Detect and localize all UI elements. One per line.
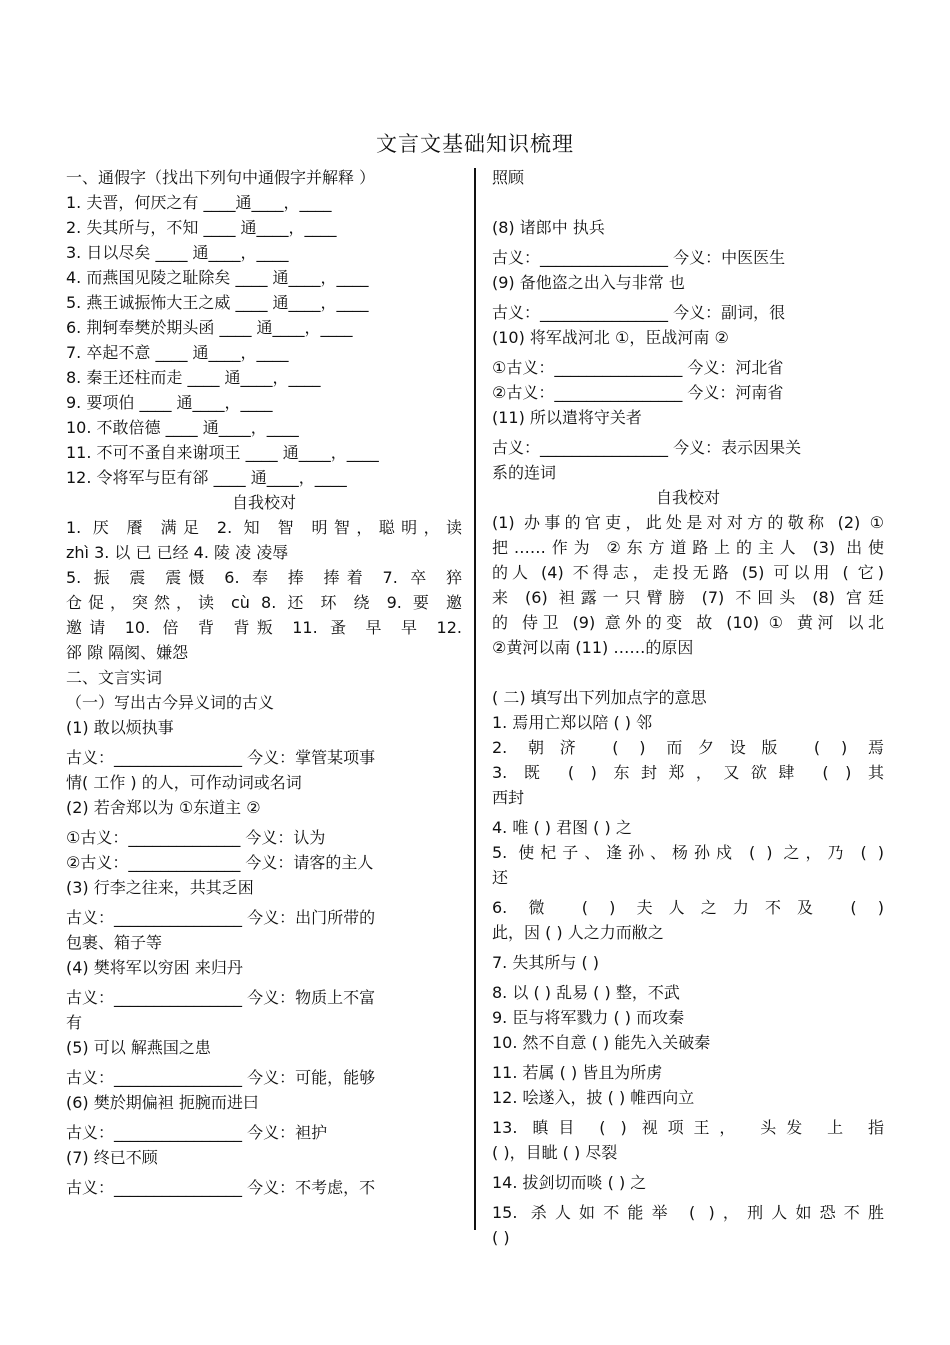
text-line: 10. 然不自意 ( ) 能先入关破秦 xyxy=(492,1033,711,1052)
text-line: 10. 不敢倍德 ____ 通____，____ xyxy=(66,418,299,437)
text-line: 西封 xyxy=(492,788,525,807)
text-line: （一）写出古今异义词的古义 xyxy=(66,693,275,712)
text-line: 还 xyxy=(492,868,509,887)
text-line: 二、文言实词 xyxy=(66,668,163,687)
text-line: 古义：________________ 今义：袒护 xyxy=(66,1123,328,1142)
text-line: 的人 (4) 不得志，走投无路 (5) 可以用 ( 它) xyxy=(492,563,884,582)
text-line: ( )，目眦 ( ) 尽裂 xyxy=(492,1143,618,1162)
text-line: ①古义：______________ 今义：认为 xyxy=(66,828,326,847)
blank-line xyxy=(492,190,884,215)
text-line: 仓促，突然，读 cù 8. 还 环 绕 9. 要 邀 xyxy=(66,593,462,612)
text-line: 5. 振 震 震慑 6. 奉 捧 捧着 7. 卒 猝 xyxy=(66,568,462,587)
text-line: 2. 失其所与，不知 ____ 通____，____ xyxy=(66,218,337,237)
text-line: 3. 既 ( ) 东封郑，又欲肆 ( ) 其 xyxy=(492,763,884,782)
text-line: 来 (6) 袒露一只臂膀 (7) 不回头 (8) 宫廷 xyxy=(492,588,884,607)
text-line: (10) 将军战河北 ①，臣战河南 ② xyxy=(492,328,729,347)
text-line: 古义：________________ 今义：不考虑，不 xyxy=(66,1178,376,1197)
text-line: 11. 不可不蚤自来谢项王 ____ 通____，____ xyxy=(66,443,379,462)
column-divider xyxy=(474,168,476,1230)
text-line: 1. 焉用亡郑以陪 ( ) 邻 xyxy=(492,713,653,732)
text-line: ( 二) 填写出下列加点字的意思 xyxy=(492,688,707,707)
text-line: (3) 行李之往来，共其乏困 xyxy=(66,878,254,897)
text-line: 3. 日以尽矣 ____ 通____，____ xyxy=(66,243,289,262)
text-line: 14. 拔剑切而啖 ( ) 之 xyxy=(492,1173,647,1192)
text-line: 8. 以 ( ) 乱易 ( ) 整，不武 xyxy=(492,983,680,1002)
text-line: 4. 唯 ( ) 君图 ( ) 之 xyxy=(492,818,632,837)
text-line: 的 侍卫 (9) 意外的变 故 (10) ① 黄河 以北 xyxy=(492,613,884,632)
text-line: ②古义：________________ 今义：河南省 xyxy=(492,383,784,402)
text-line: 有 xyxy=(66,1013,83,1032)
text-line: (9) 备他盗之出入与非常 也 xyxy=(492,273,685,292)
text-line: (1) 敢以烦执事 xyxy=(66,718,174,737)
text-line: 照顾 xyxy=(492,168,525,187)
text-line: 4. 而燕国见陵之耻除矣 ____ 通____，____ xyxy=(66,268,369,287)
text-line: (2) 若舍郑以为 ①东道主 ② xyxy=(66,798,261,817)
text-line: 6. 荆轲奉樊於期头函 ____ 通____，____ xyxy=(66,318,353,337)
text-line: 包裹、箱子等 xyxy=(66,933,163,952)
page-title: 文言文基础知识梳理 xyxy=(376,132,574,156)
text-line: 11. 若属 ( ) 皆且为所虏 xyxy=(492,1063,663,1082)
text-line: 古义：________________ 今义：表示因果关 xyxy=(492,438,802,457)
text-line: 古义：________________ 今义：出门所带的 xyxy=(66,908,376,927)
text-line: (7) 终已不顾 xyxy=(66,1148,158,1167)
text-line: 情( 工作 ) 的人，可作动词或名词 xyxy=(66,773,302,792)
text-line: 古义：________________ 今义：中医医生 xyxy=(492,248,786,267)
text-line: (6) 樊於期偏袒 扼腕而进曰 xyxy=(66,1093,259,1112)
text-line: (8) 诸郎中 执兵 xyxy=(492,218,605,237)
text-line: 此，因 ( ) 人之力而敝之 xyxy=(492,923,664,942)
text-line: ②黄河以南 (11) ……的原因 xyxy=(492,638,694,657)
text-line: 一、通假字（找出下列句中通假字并解释 ） xyxy=(66,168,376,187)
text-line: 古义：________________ 今义：可能，能够 xyxy=(66,1068,376,1087)
right-column xyxy=(492,165,884,1250)
text-line: ( ) xyxy=(492,1228,510,1247)
text-line: 2. 朝济 ( ) 而夕设版 ( ) 焉 xyxy=(492,738,884,757)
text-line: (5) 可以 解燕国之患 xyxy=(66,1038,211,1057)
blank-line xyxy=(492,660,884,685)
text-line: 5. 使杞子、逢孙、杨孙戍 ( ) 之，乃 ( ) xyxy=(492,843,884,862)
text-line: 8. 秦王还柱而走 ____ 通____，____ xyxy=(66,368,321,387)
text-line: 把……作为 ②东方道路上的主人 (3) 出使 xyxy=(492,538,884,557)
text-line: (4) 樊将军以穷困 来归丹 xyxy=(66,958,243,977)
text-line: 12. 令将军与臣有郤 ____ 通____，____ xyxy=(66,468,347,487)
text-line: 9. 要项伯 ____ 通____，____ xyxy=(66,393,273,412)
text-line: (11) 所以遣将守关者 xyxy=(492,408,642,427)
text-line: 6. 微 ( ) 夫人之力不及 ( ) xyxy=(492,898,884,917)
text-line: 9. 臣与将军戮力 ( ) 而攻秦 xyxy=(492,1008,685,1027)
left-column xyxy=(66,165,462,1200)
section-heading: 自我校对 xyxy=(655,488,720,507)
text-line: 1. 夫晋，何厌之有 ____通____，____ xyxy=(66,193,332,212)
text-line: zhì 3. 以 已 已经 4. 陵 凌 凌辱 xyxy=(66,543,289,562)
text-line: ①古义：________________ 今义：河北省 xyxy=(492,358,784,377)
section-heading: 自我校对 xyxy=(231,493,296,512)
text-line: 邀请 10. 倍 背 背叛 11. 蚤 早 早 12. xyxy=(66,618,462,637)
text-line: (1) 办事的官吏，此处是对对方的敬称 (2) ① xyxy=(492,513,884,532)
text-line: 1. 厌 餍 满足 2. 知 智 明智，聪明，读 xyxy=(66,518,462,537)
text-line: 5. 燕王诚振怖大王之威 ____ 通____，____ xyxy=(66,293,369,312)
text-line: 古义：________________ 今义：副词，很 xyxy=(492,303,786,322)
text-line: 13. 瞋目 ( ) 视项王， 头发 上 指 xyxy=(492,1118,884,1137)
text-line: 郤 隙 隔阂、嫌怨 xyxy=(66,643,189,662)
text-line: 7. 卒起不意 ____ 通____，____ xyxy=(66,343,289,362)
text-line: 系的连词 xyxy=(492,463,557,482)
text-line: 古义：________________ 今义：物质上不富 xyxy=(66,988,376,1007)
text-line: 15. 杀人如不能举 ( )，刑人如恐不胜 xyxy=(492,1203,884,1222)
text-line: ②古义：______________ 今义：请客的主人 xyxy=(66,853,374,872)
text-line: 7. 失其所与 ( ) xyxy=(492,953,600,972)
text-line: 12. 哙遂入，披 ( ) 帷西向立 xyxy=(492,1088,695,1107)
text-line: 古义：________________ 今义：掌管某项事 xyxy=(66,748,376,767)
